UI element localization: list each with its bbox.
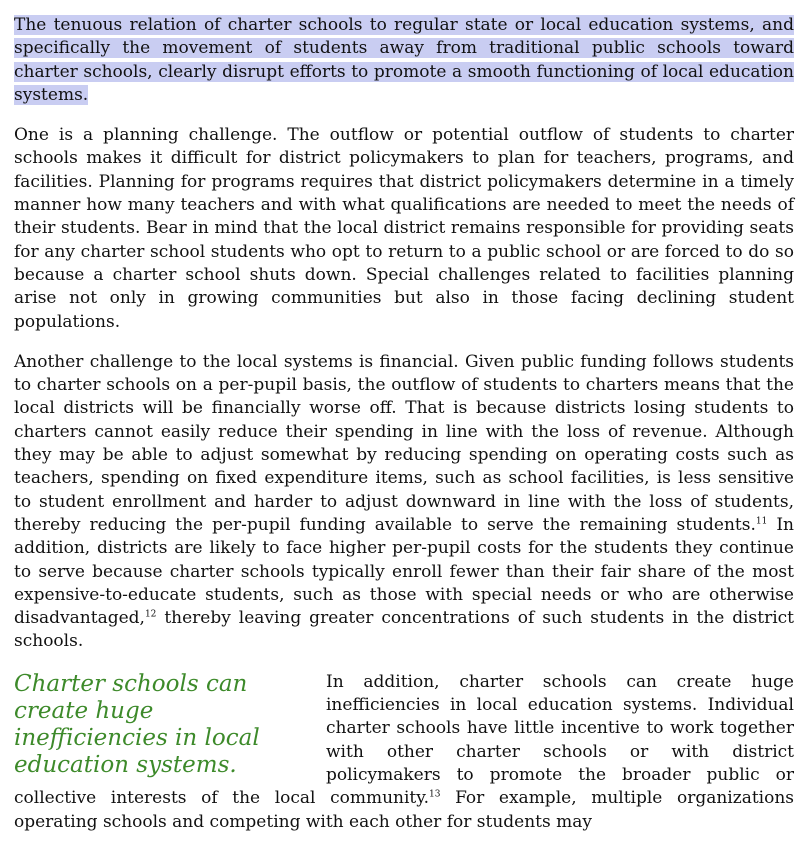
- document-page: [14, 14, 794, 851]
- inefficiency-text-2: For example, multiple organizations operating schools and competing with each other for students may: [14, 788, 795, 832]
- financial-paragraph: [14, 351, 794, 654]
- footnote-ref-12[interactable]: 12: [144, 609, 157, 620]
- inefficiency-text-1: In addition, charter schools can create huge inefficiencies in local education systems. Individual charter schools have little incentive to work together with other charter schools or with district policymakers to promote the broader public or collective interests of the local community.: [14, 671, 794, 809]
- pull-quote: Charter schools can create huge inefficiencies in local education systems.: [14, 670, 260, 778]
- footnote-ref-11[interactable]: 11: [755, 516, 768, 527]
- planning-paragraph: One is a planning challenge. The outflow or potential outflow of students to charter schools makes it difficult for district policymakers to plan for teachers, programs, and facilities. Planning for programs requires that district policymakers determine in a timely manner how many teachers and with what qualifications are needed to meet the needs of their students. Bear in mind that the local district remains responsible for providing seats for any charter school students who opt to return to a public school or are forced to do so because a charter school shuts down. Special challenges related to facilities planning arise not only in growing communities but also in those facing declining student populations.: [14, 125, 794, 332]
- highlighted-paragraph: [14, 14, 794, 107]
- text-highlight: The tenuous relation of charter schools to regular state or local education systems, and specifically the movement of students away from traditional public schools toward charter schools, clearly disrupt efforts to promote a smooth functioning of local education systems.: [14, 15, 794, 105]
- financial-text-2: In addition, districts are likely to face higher per-pupil costs for the students they continue to serve because charter schools typically enroll fewer than their fair share of the most expensive-to-educate students, such as those with special needs or who are otherwise disadvantaged,: [14, 514, 795, 629]
- financial-text-3: thereby leaving greater concentrations of such students in the district schools.: [14, 608, 794, 652]
- footnote-ref-13[interactable]: 13: [429, 789, 441, 800]
- financial-text-1: Another challenge to the local systems is financial. Given public funding follows students to charter schools on a per-pupil basis, the outflow of students to charters means that the local districts will be financially worse off. That is because districts losing students to charters cannot easily reduce their spending in line with the loss of revenue. Although they may be able to adjust somewhat by reducing spending on operating costs such as teachers, spending on fixed expenditure items, such as school facilities, is less sensitive to student enrollment and harder to adjust downward in line with the loss of students, thereby reducing the per-pupil funding available to serve the remaining students.: [14, 351, 794, 535]
